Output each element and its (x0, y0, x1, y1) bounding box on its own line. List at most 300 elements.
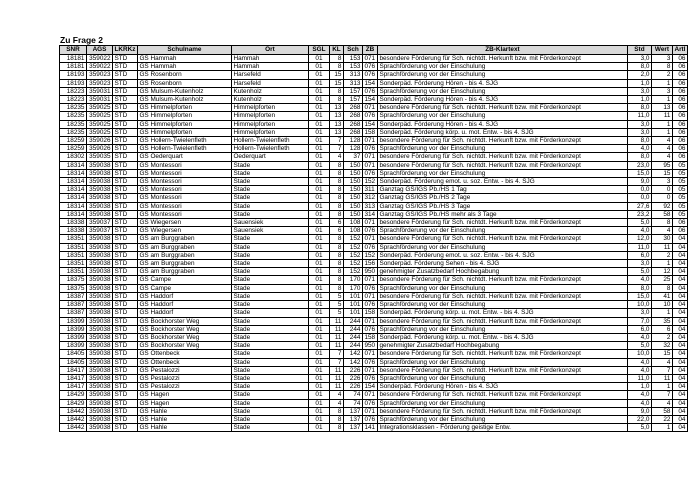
table-cell: besondere Förderung für Sch. nichtdt. Herkunft bzw. mit Förderkonzept (377, 366, 627, 374)
table-cell: Stade (231, 350, 308, 358)
table-cell: 06 (672, 128, 687, 136)
table-cell: 18223 (60, 87, 87, 95)
table-cell: 04 (672, 284, 687, 292)
table-cell: 170 (343, 284, 362, 292)
table-cell: 311 (362, 186, 377, 194)
table-cell: 4,0 (627, 333, 651, 341)
table-cell: 359038 (87, 292, 113, 300)
table-cell: 359022 (87, 63, 113, 71)
table-cell: 076 (362, 325, 377, 333)
table-cell: 04 (672, 276, 687, 284)
table-cell: 18314 (60, 161, 87, 169)
table-cell: besondere Förderung für Sch. nichtdt. Herkunft bzw. mit Förderkonzept (377, 55, 627, 63)
table-cell: 071 (362, 391, 377, 399)
table-cell: 58 (651, 407, 672, 415)
table-cell: besondere Förderung für Sch. nichtdt. Herkunft bzw. mit Förderkonzept (377, 407, 627, 415)
table-cell: STD (113, 55, 138, 63)
table-cell: 11 (329, 317, 343, 325)
table-cell: 04 (672, 342, 687, 350)
table-cell: besondere Förderung für Sch. nichtdt. Herkunft bzw. mit Förderkonzept (377, 350, 627, 358)
table-cell: 01 (308, 350, 329, 358)
table-cell: 06 (672, 63, 687, 71)
table-row (60, 342, 688, 350)
table-cell: GS Ottenbeck (137, 358, 231, 366)
table-cell: 4,0 (627, 358, 651, 366)
table-cell: 152 (343, 268, 362, 276)
table-cell: Hammah (231, 55, 308, 63)
table-cell: STD (113, 219, 138, 227)
table-cell: 359038 (87, 317, 113, 325)
table-cell: 04 (672, 407, 687, 415)
table-cell: Himmelpforten (231, 104, 308, 112)
table-cell: 11 (329, 374, 343, 382)
table-cell: besondere Förderung für Sch. nichtdt. Herkunft bzw. mit Förderkonzept (377, 219, 627, 227)
table-cell: Stade (231, 391, 308, 399)
table-cell: 150 (343, 194, 362, 202)
table-cell: 152 (343, 243, 362, 251)
table-cell: 01 (308, 79, 329, 87)
table-cell: 4,0 (627, 399, 651, 407)
table-cell: 04 (672, 358, 687, 366)
table-cell: 137 (343, 415, 362, 423)
table-cell: Himmelpforten (231, 128, 308, 136)
table-cell: GS Mulsum-Kutenholz (137, 96, 231, 104)
table-cell: 101 (343, 301, 362, 309)
table-row (60, 317, 688, 325)
table-cell: Sonderpäd. Förderung emot. u. soz. Entw. - bis 4. SJG (377, 178, 627, 186)
table-cell: 268 (343, 104, 362, 112)
table-cell: 7 (329, 137, 343, 145)
table-cell: 359038 (87, 333, 113, 341)
table-cell: 18399 (60, 342, 87, 350)
table-cell: 4 (651, 399, 672, 407)
table-cell: Sprachförderung vor der Einschulung (377, 71, 627, 79)
table-cell: 37 (343, 153, 362, 161)
table-cell: 3,0 (627, 128, 651, 136)
table-cell: 18338 (60, 219, 87, 227)
table-cell: GS Haddorf (137, 301, 231, 309)
table-cell: 01 (308, 284, 329, 292)
table-cell: Sprachförderung vor der Einschulung (377, 284, 627, 292)
table-cell: 7 (329, 145, 343, 153)
table-cell: STD (113, 342, 138, 350)
table-row (60, 391, 688, 399)
table-cell: Stade (231, 317, 308, 325)
table-cell: Sonderpäd. Förderung körp. u. mot. Entw. - bis 4. SJG (377, 333, 627, 341)
table-cell: Ganztag GS/IGS Pb./HS 2 Tage (377, 194, 627, 202)
table-cell: GS Mulsum-Kutenholz (137, 87, 231, 95)
table-cell: 06 (672, 55, 687, 63)
table-cell: 32 (651, 342, 672, 350)
table-cell: genehmigter Zusatzbedarf Hochbegabung (377, 268, 627, 276)
table-cell: 5 (329, 309, 343, 317)
table-cell: 359038 (87, 383, 113, 391)
table-cell: GS am Burggraben (137, 260, 231, 268)
table-cell: GS Hammah (137, 55, 231, 63)
table-cell: GS Hahle (137, 415, 231, 423)
table-cell: 4,0 (627, 276, 651, 284)
table-cell: 01 (308, 301, 329, 309)
table-cell: 01 (308, 128, 329, 136)
table-cell: 04 (672, 317, 687, 325)
table-cell: 15 (329, 71, 343, 79)
table-cell: 18442 (60, 424, 87, 432)
table-cell: 4,0 (627, 227, 651, 235)
table-cell: Sprachförderung vor der Einschulung (377, 358, 627, 366)
table-cell: 1 (651, 260, 672, 268)
table-cell: 226 (343, 374, 362, 382)
table-row (60, 424, 688, 432)
table-cell: 01 (308, 137, 329, 145)
table-cell: 12,0 (627, 235, 651, 243)
table-cell: 01 (308, 63, 329, 71)
table-cell: 18351 (60, 243, 87, 251)
table-cell: 10 (651, 301, 672, 309)
column-header: SNR (60, 46, 87, 55)
table-cell: 359038 (87, 350, 113, 358)
table-cell: GS am Burggraben (137, 268, 231, 276)
table-cell: 154 (362, 96, 377, 104)
table-cell: 8 (329, 424, 343, 432)
table-cell: 1 (651, 128, 672, 136)
table-cell: 359038 (87, 325, 113, 333)
table-cell: 071 (362, 153, 377, 161)
table-row (60, 235, 688, 243)
table-cell: 01 (308, 243, 329, 251)
table-cell: 359038 (87, 407, 113, 415)
column-header: LKRKz (114, 46, 136, 54)
table-cell: 01 (308, 292, 329, 300)
table-cell: 158 (362, 333, 377, 341)
table-cell: STD (113, 96, 138, 104)
table-cell: GS Montessori (137, 178, 231, 186)
table-cell: Stade (231, 407, 308, 415)
table-cell: GS Bockhorster Weg (137, 317, 231, 325)
table-cell: 18429 (60, 391, 87, 399)
table-cell: 01 (308, 399, 329, 407)
table-cell: 076 (362, 374, 377, 382)
table-cell: 359038 (87, 309, 113, 317)
table-cell: Himmelpforten (231, 120, 308, 128)
table-cell: 359031 (87, 87, 113, 95)
table-cell: 4 (651, 358, 672, 366)
table-cell: STD (113, 260, 138, 268)
table-cell: 3,0 (627, 55, 651, 63)
table-cell: 142 (343, 358, 362, 366)
table-cell: Stade (231, 358, 308, 366)
table-cell: 6,0 (627, 325, 651, 333)
table-cell: GS Himmelpforten (137, 112, 231, 120)
table-cell: 18314 (60, 194, 87, 202)
table-cell: 8,0 (627, 63, 651, 71)
table-cell: GS Montessori (137, 161, 231, 169)
table-cell: GS Hollern-Twielenfleth (137, 145, 231, 153)
column-header: Schulname (137, 46, 231, 55)
table-cell: 359025 (87, 120, 113, 128)
table-cell: 8 (329, 87, 343, 95)
table-cell: 158 (362, 128, 377, 136)
column-header: KL (329, 46, 343, 55)
table-cell: STD (113, 268, 138, 276)
table-cell: Stade (231, 424, 308, 432)
table-cell: 01 (308, 186, 329, 194)
column-header: Wert (651, 46, 672, 55)
table-cell: 244 (343, 333, 362, 341)
table-cell: 4 (651, 137, 672, 145)
table-cell: 18375 (60, 276, 87, 284)
table-cell: 01 (308, 235, 329, 243)
table-cell: 157 (343, 87, 362, 95)
table-cell: 8 (329, 251, 343, 259)
table-cell: 25 (651, 276, 672, 284)
table-cell: 01 (308, 202, 329, 210)
table-cell: 359025 (87, 104, 113, 112)
table-cell: 071 (362, 292, 377, 300)
table-cell: GS Montessori (137, 194, 231, 202)
table-cell: 01 (308, 391, 329, 399)
table-cell: 8 (329, 194, 343, 202)
table-cell: GS Pestalozzi (137, 383, 231, 391)
table-cell: 8,0 (627, 137, 651, 145)
table-cell: 8 (329, 415, 343, 423)
table-cell: 8 (329, 235, 343, 243)
table-row (60, 169, 688, 177)
table-row (60, 210, 688, 218)
table-cell: 8 (329, 284, 343, 292)
column-header: Ort (231, 46, 308, 55)
table-cell: 01 (308, 276, 329, 284)
table-cell: GS Wiegersen (137, 227, 231, 235)
table-cell: 170 (343, 276, 362, 284)
table-cell: 153 (343, 63, 362, 71)
table-cell: 01 (308, 333, 329, 341)
table-row (60, 366, 688, 374)
table-cell: STD (113, 137, 138, 145)
table-cell: GS Himmelpforten (137, 104, 231, 112)
table-cell: 359038 (87, 424, 113, 432)
table-cell: 04 (672, 424, 687, 432)
table-cell: Ganztag GS/IGS Pb./HS 1 Tag (377, 186, 627, 194)
table-cell: 137 (343, 424, 362, 432)
table-cell: 27,6 (627, 202, 651, 210)
table-cell: Sauensiek (231, 227, 308, 235)
table-cell: 13 (329, 112, 343, 120)
table-cell: Stade (231, 186, 308, 194)
table-row (60, 227, 688, 235)
table-cell: STD (113, 391, 138, 399)
table-row (60, 292, 688, 300)
table-cell: 04 (672, 350, 687, 358)
table-cell: 04 (672, 260, 687, 268)
table-cell: 01 (308, 87, 329, 95)
table-cell: GS Rosenborn (137, 71, 231, 79)
table-cell: Integrationsklassen - Förderung geistige Entw. (377, 424, 627, 432)
table-cell: 15 (329, 79, 343, 87)
table-cell: 359038 (87, 251, 113, 259)
table-cell: 18223 (60, 96, 87, 104)
table-cell: 268 (343, 112, 362, 120)
table-cell: 04 (672, 243, 687, 251)
table-cell: STD (113, 292, 138, 300)
table-cell: Stade (231, 292, 308, 300)
table-cell: GS Montessori (137, 210, 231, 218)
table-cell: GS Rosenborn (137, 79, 231, 87)
table-cell: 1 (651, 424, 672, 432)
table-cell: GS Bockhorster Weg (137, 342, 231, 350)
table-cell: 359038 (87, 169, 113, 177)
table-cell: 071 (362, 366, 377, 374)
table-cell: Himmelpforten (231, 112, 308, 120)
table-cell: Sprachförderung vor der Einschulung (377, 301, 627, 309)
column-header: SGL (308, 46, 329, 55)
table-cell: besondere Förderung für Sch. nichtdt. Herkunft bzw. mit Förderkonzept (377, 137, 627, 145)
table-cell: 5,0 (627, 268, 651, 276)
table-cell: GS Hammah (137, 63, 231, 71)
table-cell: 3,0 (627, 120, 651, 128)
table-cell: Sonderpäd. Förderung Hören - bis 4. SJG (377, 383, 627, 391)
table-cell: Stade (231, 284, 308, 292)
table-cell: 05 (672, 169, 687, 177)
table-cell: 11 (329, 383, 343, 391)
table-cell: 359038 (87, 268, 113, 276)
table-cell: 152 (343, 251, 362, 259)
table-row (60, 96, 688, 104)
table-cell: 1,0 (627, 383, 651, 391)
table-cell: 15,0 (627, 292, 651, 300)
table-cell: 076 (362, 145, 377, 153)
table-cell: 18235 (60, 112, 87, 120)
table-cell: 4 (329, 153, 343, 161)
table-cell: 154 (362, 79, 377, 87)
table-cell: Sprachförderung vor der Einschulung (377, 374, 627, 382)
table-cell: 152 (362, 178, 377, 186)
table-cell: besondere Förderung für Sch. nichtdt. Herkunft bzw. mit Förderkonzept (377, 161, 627, 169)
column-header: Artl (674, 46, 686, 54)
table-row (60, 251, 688, 259)
table-row (60, 325, 688, 333)
table-cell: Stade (231, 399, 308, 407)
table-cell: 18314 (60, 186, 87, 194)
table-cell: 18417 (60, 383, 87, 391)
table-row (60, 407, 688, 415)
table-row (60, 399, 688, 407)
table-cell: STD (113, 79, 138, 87)
table-cell: Harsefeld (231, 71, 308, 79)
table-cell: 7 (651, 391, 672, 399)
table-cell: STD (113, 153, 138, 161)
table-cell: 1 (651, 120, 672, 128)
table-cell: 01 (308, 96, 329, 104)
table-cell: 071 (362, 161, 377, 169)
table-cell: 101 (343, 292, 362, 300)
table-row (60, 194, 688, 202)
table-cell: Sonderpäd. Förderung Hören - bis 4. SJG (377, 96, 627, 104)
table-cell: STD (113, 194, 138, 202)
table-cell: 18314 (60, 178, 87, 186)
table-row (60, 260, 688, 268)
table-cell: 152 (343, 260, 362, 268)
table-cell: 359038 (87, 415, 113, 423)
table-cell: 8 (329, 63, 343, 71)
table-cell: 18351 (60, 260, 87, 268)
table-cell: 5 (329, 292, 343, 300)
column-header: AGS (87, 46, 113, 55)
table-cell: GS Oederquart (137, 153, 231, 161)
table-cell: 11,0 (627, 243, 651, 251)
table-cell: STD (113, 415, 138, 423)
table-cell: Stade (231, 415, 308, 423)
table-cell: 076 (362, 399, 377, 407)
table-cell: 313 (343, 79, 362, 87)
table-cell: 58 (651, 210, 672, 218)
table-cell: 01 (308, 342, 329, 350)
table-cell: 8 (651, 63, 672, 71)
table-cell: STD (113, 235, 138, 243)
table-cell: 5 (329, 301, 343, 309)
table-cell: 01 (308, 169, 329, 177)
table-cell: STD (113, 243, 138, 251)
table-cell: 359038 (87, 399, 113, 407)
table-row (60, 79, 688, 87)
table-cell: 01 (308, 407, 329, 415)
table-cell: STD (113, 333, 138, 341)
table-cell: 6 (329, 227, 343, 235)
table-cell: 05 (672, 210, 687, 218)
table-cell: Sonderpäd. Förderung Hören - bis 4. SJG (377, 120, 627, 128)
table-cell: 152 (343, 235, 362, 243)
table-cell: Sprachförderung vor der Einschulung (377, 415, 627, 423)
table-cell: 359038 (87, 161, 113, 169)
table-cell: STD (113, 251, 138, 259)
table-cell: 01 (308, 251, 329, 259)
table-cell: 18417 (60, 374, 87, 382)
table-cell: 2 (651, 333, 672, 341)
table-cell: STD (113, 71, 138, 79)
table-cell: STD (113, 104, 138, 112)
table-cell: 244 (343, 325, 362, 333)
table-cell: 8 (651, 219, 672, 227)
table-cell: 154 (362, 383, 377, 391)
table-cell: 01 (308, 227, 329, 235)
table-cell: 4 (651, 145, 672, 153)
table-cell: 7 (651, 366, 672, 374)
table-cell: 15,0 (627, 169, 651, 177)
table-cell: STD (113, 202, 138, 210)
table-cell: 6 (329, 219, 343, 227)
table-cell: 2 (651, 251, 672, 259)
table-cell: 06 (672, 227, 687, 235)
table-cell: 152 (362, 251, 377, 259)
table-cell: 01 (308, 415, 329, 423)
table-cell: 359025 (87, 128, 113, 136)
table-cell: 12 (651, 268, 672, 276)
table-cell: 01 (308, 153, 329, 161)
table-row (60, 350, 688, 358)
table-cell: Stade (231, 251, 308, 259)
table-cell: 10,0 (627, 350, 651, 358)
table-cell: STD (113, 120, 138, 128)
table-cell: Hammah (231, 63, 308, 71)
table-cell: 6,0 (627, 251, 651, 259)
table-cell: 950 (362, 342, 377, 350)
data-table (59, 45, 688, 432)
table-cell: besondere Förderung für Sch. nichtdt. Herkunft bzw. mit Förderkonzept (377, 276, 627, 284)
table-row (60, 178, 688, 186)
table-cell: 3,0 (627, 260, 651, 268)
table-cell: besondere Förderung für Sch. nichtdt. Herkunft bzw. mit Förderkonzept (377, 317, 627, 325)
table-cell: 359038 (87, 366, 113, 374)
table-cell: 01 (308, 309, 329, 317)
